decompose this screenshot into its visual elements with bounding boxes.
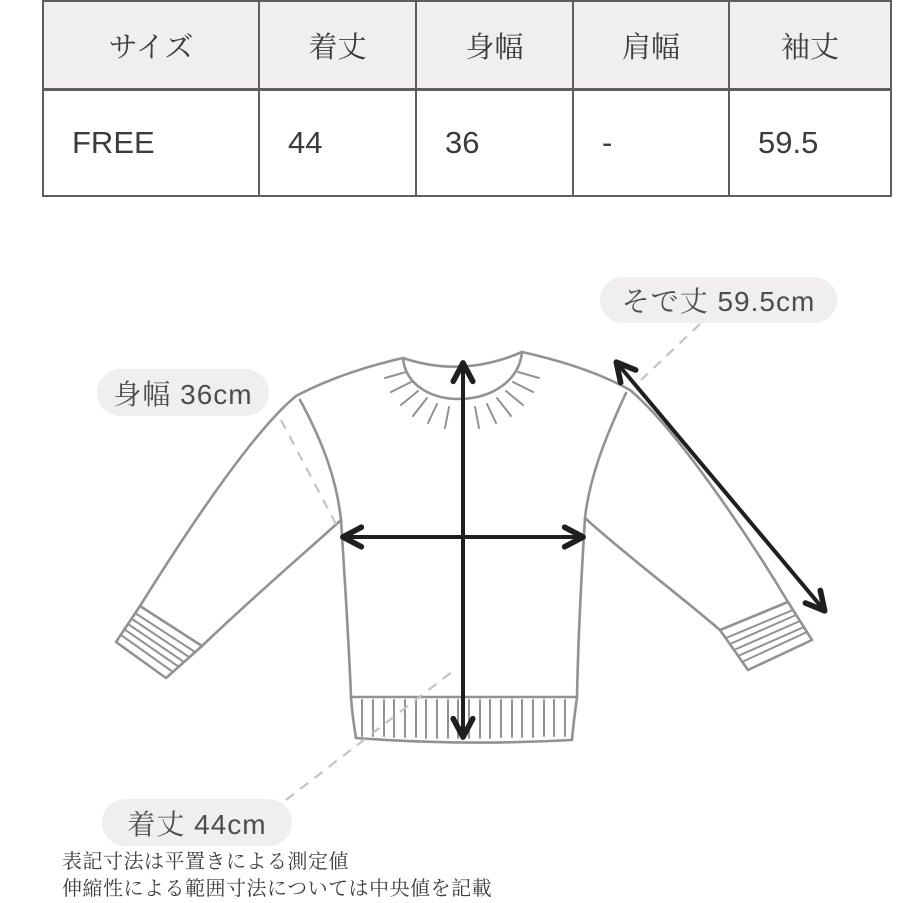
- sleeve-arrow: [617, 363, 824, 610]
- col-header-size: サイズ: [43, 1, 259, 90]
- col-header-length: 着丈: [259, 1, 416, 90]
- garment-length-label: 着丈 44cm: [102, 799, 292, 846]
- cell-shoulder-width: -: [573, 90, 729, 197]
- cell-sleeve-length: 59.5: [729, 90, 891, 197]
- note-line-1: 表記寸法は平置きによる測定値: [62, 851, 349, 873]
- width-label-leader: [281, 420, 337, 526]
- col-header-body-width: 身幅: [416, 1, 573, 90]
- size-table: [42, 0, 892, 197]
- note-line-2: 伸縮性による範囲寸法については中央値を記載: [62, 878, 493, 900]
- size-table-data-row: [43, 90, 891, 197]
- body-width-label: 身幅 36cm: [97, 369, 269, 416]
- measurement-notes: [62, 849, 492, 903]
- cell-length: 44: [259, 90, 416, 197]
- length-label-leader: [286, 668, 457, 800]
- sleeve-label-leader: [641, 324, 700, 380]
- col-header-sleeve-length: 袖丈: [729, 1, 891, 90]
- cell-body-width: 36: [416, 90, 573, 197]
- sleeve-length-label: そで丈 59.5cm: [600, 277, 837, 323]
- size-table-header-row: [43, 1, 891, 90]
- cell-size: FREE: [43, 90, 259, 197]
- col-header-shoulder-width: 肩幅: [573, 1, 729, 90]
